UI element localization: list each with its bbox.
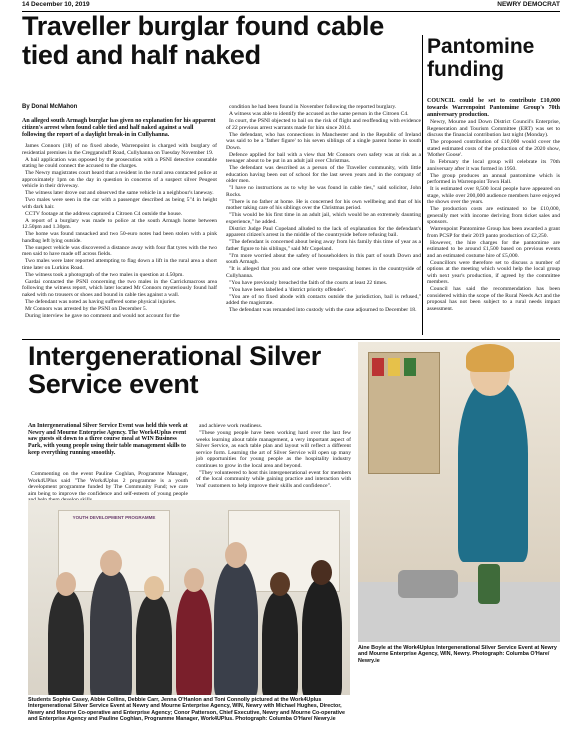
story2-paragraph: The production costs are estimated to be £10,000, generally met with income deriving from ticket sales and sponsors. [427, 206, 560, 226]
story1-intro: An alleged south Armagh burglar has given no explanation for his apparent citizen's arrest when found cable tied and half naked against a wall following the report of a daylight break-in in Cullyhanna. [22, 118, 216, 138]
story1-paragraph: The suspect vehicle was discovered a distance away with four flat tyres with the two men said to have made off across fields. [22, 244, 217, 257]
story2-paragraph: Warrenpoint Pantomime Group has been awarded a grant from PCSP for their 2019 panto production of £2,250. [427, 226, 560, 239]
person [48, 590, 84, 695]
story1-paragraph: "This would be his first time in an adult jail, which would be an extremely daunting experience," he added. [226, 212, 421, 225]
story1-paragraph: CCTV footage at the address captured a Citroen C4 outside the house. [25, 210, 183, 217]
cooking-photo-caption: Aine Boyle at the Work4Uplus Intergenerational Silver Service Event at Newry and Mourne Enterprise Agency, WIN, Newry. Photograph: Columba O'Hare/ Newry.ie [358, 645, 557, 664]
story2-paragraph: The group produces an annual pantomime which is performed in Warrenpoint Town Hall. [427, 172, 560, 186]
story1-paragraph: The defendant was remanded into custody with the case adjourned to December 18. [229, 307, 417, 313]
story1-paragraph: "You have been labelled a 'district priority offender'. [229, 286, 347, 293]
story1-paragraph: "You are of no fixed abode with contacts outside the jurisdiction, bail is refused," added the magistrate. [226, 293, 421, 306]
story1-paragraph: The home was found ransacked and two 50-euro notes had been stolen with a pink handbag left lying outside. [22, 231, 217, 244]
story1-paragraph: Two males were seen in the car with a passenger described as being 5"4 in height with dark hair. [22, 197, 217, 210]
person-head [311, 560, 332, 585]
person [214, 562, 258, 695]
shelf-item [388, 358, 400, 376]
person-head [270, 572, 290, 596]
story3-intro: An Intergenerational Silver Service Event was held this week at Newry and Mourne Enterprise Agency. The Work4Uplus event saw guests sit down to a three course meal at WIN Business Park, with young people using their table management skills to keep everything running smoothly. [28, 423, 188, 456]
story2-body [427, 98, 560, 313]
story1-column-2 [226, 104, 421, 314]
story1-paragraph: Defence applied for bail with a view that Mr Connors own safety was at risk as a teenager about to be put in an adult jail over Christmas. [226, 151, 421, 164]
story2-paragraph: Council has said the recommendation has been considered within the scope of the Rural Needs Act and the proposal has not been subject to a rural needs impact assessment. [427, 286, 560, 312]
story2-paragraph: The proposed contribution of £10,000 would cover the stated estimated costs of the production of the 2020 show, 'Mother Goose'. [427, 139, 560, 159]
story3-paragraph: "These young people have been working hard over the last few weeks learning about table management, a very important aspect of Silver Service, as each table plan and layout will reflect a different service form. Learning the art of Silver Service will open up many job opportunities for young people as the hospitality industry continues to grow in the local area and beyond. [196, 430, 351, 469]
chef-hair [466, 344, 514, 372]
person [262, 592, 298, 695]
person-head [56, 572, 76, 596]
story1-paragraph: The Newry magistrates court heard that a resident in the rural area contacted police at approximately 1pm on the day in question in concerns of a suspect silver Peugeot vehicle in their driveway. [22, 170, 217, 189]
story1-paragraph: The witness took a photograph of the two males in question at 4.50pm. [25, 271, 184, 278]
story1-paragraph: James Connors (18) of no fixed abode, Warrenpoint is charged with burglary of residential premises in the Creggansluff Road, Cullyhanna on Tuesday November 19. [22, 143, 217, 156]
person [176, 588, 212, 695]
story1-paragraph: District Judge Paul Copeland alluded to the lack of explanation for the defendant's apparent citizen's arrest in the middle of the countryside before refusing bail. [226, 225, 421, 238]
story1-paragraph: The defendant was noted as having suffered some physical injuries. [25, 298, 177, 305]
person-head [100, 550, 122, 576]
section-divider [22, 339, 560, 340]
story1-paragraph: In court, the PSNI objected to bail on the risk of flight and reoffending with evidence of 22 previous arrest warrants made for him since 2014. [226, 118, 421, 131]
story1-paragraph: A report of a burglary was made to police at the south Armagh home between 12.50pm and 1.30pm. [22, 217, 217, 230]
story3-paragraph: and achieve work readiness. [199, 423, 263, 429]
pan [398, 570, 458, 598]
person [90, 570, 132, 695]
shelf-item [372, 358, 384, 376]
column-rule [422, 35, 423, 335]
story1-paragraph: Gardai contacted the PSNI concerning the two males in the Carrickmacross area following the witness report, which later located Mr Connors mysteriously found half naked with no trousers or shoes and bound in cable ties against a wall. [22, 278, 217, 298]
person-chef [458, 382, 528, 562]
story1-paragraph: Mr Connors was arrested by the PSNI on December 5. [25, 305, 148, 312]
story1-paragraph: The defendant was described as a person of the Traveller community, with little education having been out of school for the last seven years and in the company of older men. [226, 165, 421, 184]
story2-paragraph: It is estimated over 8,500 local people have appeared on stage, while over 200,000 audience members have enjoyed the shows over the years. [427, 186, 560, 206]
story1-paragraph: The witness later drove out and observed the same vehicle in a neighbour's laneway. [25, 190, 214, 196]
story3-paragraph: Commenting on the event Pauline Coghlan, Programme Manager, Work4UPlus said "The Work4Uplus 2 programme is a youth development programme funded by The Community Fund; we care aim being to improve the confidence and self-esteem of young people [28, 471, 188, 497]
story1-paragraph: A witness was able to identify the accused as the same person in the Citroen C4. [229, 111, 409, 117]
story2-paragraph: Councillors were therefore set to discuss a number of options at the meeting which would help the local group with next year's production, if agreed by the committee members. [427, 259, 560, 286]
story1-byline: By Donal McMahon [22, 104, 78, 110]
story1-paragraph: "I'm more worried about the safety of householders in this part of south Down and south Armagh. [226, 252, 421, 265]
bottle [478, 564, 500, 604]
person [136, 595, 172, 695]
story1-paragraph: "The defendant is concerned about being away from his family this time of year as a father figure to his siblings," said Mr Copeland. [226, 239, 421, 252]
page-date: 14 December 10, 2019 [22, 1, 90, 8]
publication-name: NEWRY DEMOCRAT [497, 1, 560, 8]
person-head [144, 576, 164, 600]
story3-column-2 [196, 423, 351, 490]
story2-paragraph: Newry, Mourne and Down District Council's Enterprise, Regeneration and Tourism Committee (ERT) was set to discuss the financial contribution last night (Monday). [427, 119, 560, 139]
group-photo-caption: Students Sophie Casey, Abbie Collins, Debbie Carr, Jenna O'Hanlon and Toni Connolly pictured at the Work4Uplus Intergenerational Silver Service Event at Newry and Mourne Enterprise Agency, WIN, Newry with Michael Hughes, Director, Newry and Mourne Co-operative and Enterprise Agency; Conor Patterson, Chief Executive, Newry and Mourne Co-operative and Enterprise Agency and Pauline Coghlan, Programme Manager, Work4UPlus. Photograph: Columba O'Hare/ Newry.ie [28, 697, 346, 722]
story2-headline: Pantomine funding [427, 35, 535, 81]
story1-headline: Traveller burglar found cable tied and half naked [22, 11, 384, 70]
person-head [225, 542, 247, 568]
story1-paragraph: "There is no father at home. He is concerned for his own wellbeing and that of his mother taking care of his siblings over the Christmas period. [226, 198, 421, 211]
story1-paragraph: Two males were later reported attempting to flag down a lift in the rural area a short time later on Lurkins Road. [22, 258, 217, 271]
story1-paragraph: During interview he gave no comment and would not account for the [25, 312, 180, 319]
shelf-item [404, 358, 416, 376]
banner-text: YOUTH DEVELOPMENT PROGRAMME [72, 515, 156, 520]
story2-paragraph: However, the hire charges for the pantomime are estimated to be around £1,500 based on previous events and an estimated costume hire of £5,000. [427, 239, 560, 259]
person-head [184, 568, 204, 592]
story2-paragraph: In February the local group will celebrate its 70th anniversary after it was formed in 1950. [427, 159, 560, 172]
story1-paragraph: The defendant, who has connections in Manchester and in the Republic of Ireland was said to be a 'father figure' to his seven siblings of a single parent home in south Down. [226, 131, 421, 151]
person [302, 580, 342, 695]
group-photo [28, 500, 350, 695]
worktop [358, 582, 560, 642]
story3-paragraph: "They volunteered to host this intergenerational event for members of the local community while gaining practice and interaction with 'real' customers to help improve their skills and confidence". [196, 469, 351, 489]
story1-paragraph: "I have no instructions as to why he was found in cable ties," said solicitor, John Rocks. [226, 185, 421, 198]
story2-lead: COUNCIL could be set to contribute £10,000 towards Warrenpoint Pantomime Group's 70th anniversary production. [427, 98, 560, 118]
story1-paragraph: condition he had been found in November following the reported burglary. [229, 104, 397, 110]
story3-headline: Intergenerational Silver Service event [28, 341, 321, 399]
cooking-photo [358, 342, 560, 642]
story1-paragraph: A bail application was opposed by the prosecution with a PSNI detective constable stating he could connect the accused to the charges. [22, 156, 217, 169]
story1-column-1 [22, 143, 217, 320]
story1-paragraph: "You have previously breached the faith of the courts at least 22 times. [229, 279, 388, 286]
story1-paragraph: "It is alleged that you and one other were trespassing homes in the countryside of Cullyhanna. [226, 266, 421, 279]
